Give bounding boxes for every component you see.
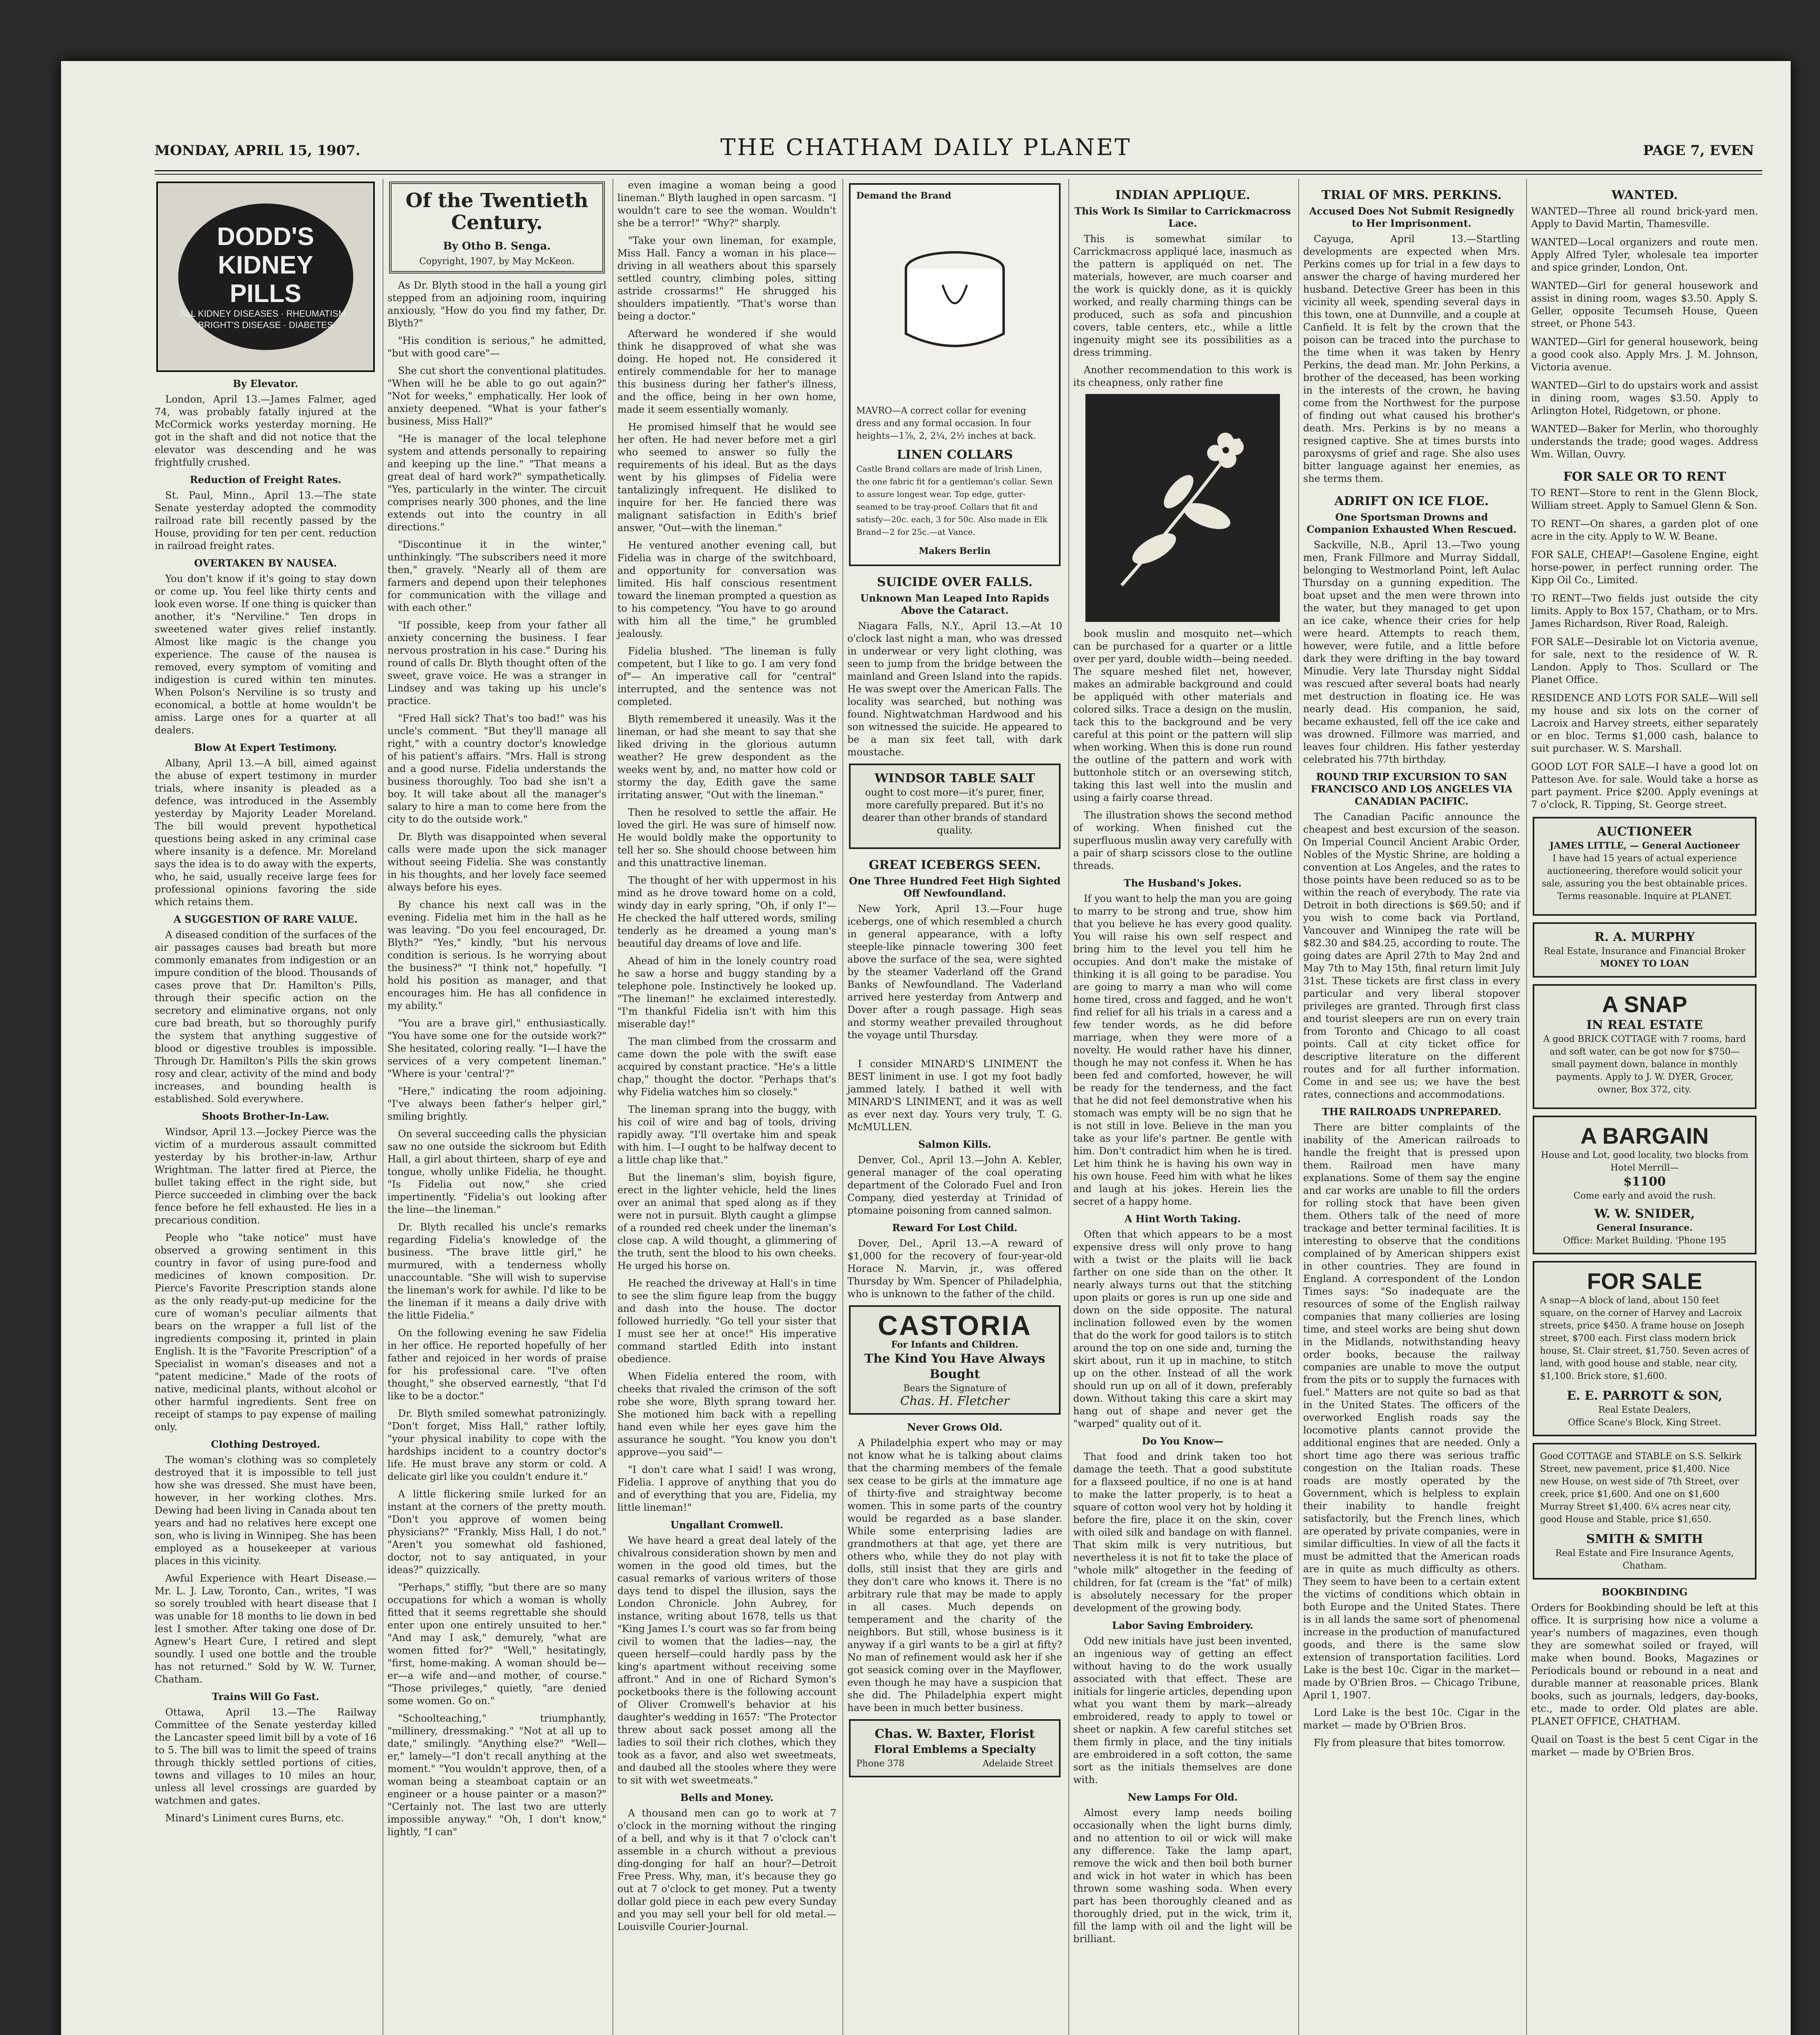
castoria-signature: Chas. H. Fletcher [900, 1394, 1010, 1408]
collar-mavro: MAVRO—A correct collar for evening dress and any formal occasion. In four heights—1⅞, 2, 2¼, 2½ inches at back. [856, 406, 1036, 441]
applique-illustration [1085, 394, 1280, 622]
collar-demand: Demand the Brand [856, 190, 952, 201]
article-title: BOOKBINDING [1601, 1586, 1688, 1598]
story-title-box [389, 182, 605, 274]
auctioneer-name: JAMES LITTLE, — General Auctioneer [1549, 840, 1740, 851]
article-body: A Philadelphia expert who may or may not know what he is talking about claims that the charming members of the female sex cease to be girls at the immature age of thirty-five and straightway become women. This in some parts of the country would be regarded as a base slander. While some enterprising ladies are grandmothers at that age, yet there are others who, while they do not play with dolls, still insist that they are girls and they don't care who knows it. There is no arbitrary rule that may be made to apply in all cases. Much depends on temperament and the charity of the neighbors. But still, whose business is it anyway if a girl wants to be a girl at fifty? No man of refinement would ask her if she got seasick coming over in the Mayflower, even though he may have a suspicion that she did. The Philadelphia expert might have been in much better business. [847, 1437, 1062, 1713]
story-paragraph: Dr. Blyth recalled his uncle's remarks regarding Fidelia's knowledge of the business. "The brave little girl," he murmured, with a tenderness wholly unaccountable. "She will wish to supervise the lineman's work for awhile. I'd like to be the lineman if it means a daily drive with the little Fidelia." [387, 1221, 606, 1321]
castoria-ad [849, 1305, 1061, 1415]
classified-ad: FOR SALE—Desirable lot on Victoria avenue, for sale, next to the residence of W. R. Landon. Apply to Thos. Scullard or The Planet Office. [1531, 636, 1758, 685]
article-body: Often that which appears to be a most expensive dress will only prove to hang with a twist or the plaits will lie back farther on one side than on the other. It nearly always turns out that the stitching upon plaits or gores is run up one side and down on the side opposite. The natural inclination followed even by the women that do the work for good tailors is to stitch around the top on one side and, turning the skirt about, run it up in machine, to stitch up on the other. Instead of all the work should run up on all of it down, preferably down. Without taking this care a skirt may hang out of shape and never get the "warped" quality out of it. [1073, 1229, 1292, 1429]
for-sale-title: FOR SALE [1587, 1268, 1702, 1294]
baxter-footer [856, 1757, 1053, 1770]
murphy-name: R. A. MURPHY [1594, 930, 1695, 944]
article-title: A Hint Worth Taking. [1124, 1213, 1241, 1225]
castoria-sig-label: Bears the Signature of [903, 1383, 1006, 1394]
column-7 [1526, 179, 1762, 2035]
article-body: Awful Experience with Heart Disease.—Mr. L. J. Law, Toronto, Can., writes, "I was so sorely troubled with heart disease that I was unable for 18 months to lie down in bed lest I smother. After taking one dose of Dr. Agnew's Heart Cure, I retired and slept soundly. I used one bottle and the trouble has not returned." Sold by W. W. Turner, Chatham. [155, 1573, 376, 1685]
column-5 [1068, 179, 1296, 2035]
article-title: OVERTAKEN BY NAUSEA. [194, 557, 337, 569]
article-subtitle: This Work Is Similar to Carrickmacross Lace. [1074, 205, 1291, 229]
article-body: The woman's clothing was so completely destroyed that it is impossible to tell just how she was dressed. She must have been, however, in her working clothes. Mrs. Dewing had been living in Canada about ten years and had no relatives here except one son, who is living in Winnipeg. She has been employed as a housekeeper at various places in this vicinity. [155, 1454, 376, 1567]
story-paragraph: He promised himself that he would see her often. He had never before met a girl who seemed to answer so fully the requirements of his ideal. But as the days went by his glimpses of Fidelia were tantalizingly infrequent. He disliked to inquire for her. He fancied there was malignant satisfaction in Edith's brief answer, "Out—with the lineman." [617, 421, 836, 534]
article-body: Dover, Del., April 13.—A reward of $1,000 for the recovery of four-year-old Horace N. Marvin, jr., was offered Thursday by Wm. Spencer of Philadelphia, who is unknown to the father of the child. [847, 1238, 1062, 1300]
article-title: SUICIDE OVER FALLS. [877, 575, 1033, 589]
salt-title: WINDSOR TABLE SALT [875, 771, 1035, 786]
story-paragraph: even imagine a woman being a good lineman." Blyth laughed in open sarcasm. "I wouldn't care to see the woman. Wouldn't she be a terror!" "Why?" sharply. [617, 179, 836, 229]
article-subtitle: Accused Does Not Submit Resignedly to Her Imprisonment. [1309, 205, 1514, 229]
masthead-rule [155, 170, 1762, 175]
article-title: Reduction of Freight Rates. [190, 474, 341, 486]
classified-ad: FOR SALE, CHEAP!—Gasolene Engine, eight horse-power, in perfect running order. The Kipp Oil Co., Limited. [1531, 549, 1758, 586]
smith-name: SMITH & SMITH [1586, 1532, 1703, 1546]
story-paragraph: Ahead of him in the lonely country road he saw a horse and buggy standing by a telephone pole. Instinctively he looked up. "The lineman!" he exclaimed interestedly. "I'm thankful Fidelia isn't with him this miserable day!" [617, 955, 836, 1030]
article-body: Niagara Falls, N.Y., April 13.—At 10 o'clock last night a man, who was dressed in underwear or very light clothing, was seen to jump from the bridge between the mainland and Green Island into the rapids. He was swept over the American Falls. The locality was searched, but nothing was found. Nightwatchman Hardwood and his son witnessed the suicide. He appeared to be a man six feet tall, with dark moustache. [847, 620, 1062, 758]
dodds-line3: PILLS [230, 280, 302, 308]
story-paragraph: He ventured another evening call, but Fidelia was in charge of the switchboard, and opportunity for conversation was limited. His half conscious resentment toward the lineman prompted a question as to his competency. "You have to go around with him all the time," he grumbled jealously. [617, 540, 836, 639]
classified-ad: TO RENT—Two fields just outside the city limits. Apply to Box 157, Chatham, or to Mrs. James Richardson, River Road, Raleigh. [1531, 593, 1758, 629]
collar-body: Castle Brand collars are made of Irish Linen, the one fabric fit for a gentleman's collar. Sewn to assure longest wear. Top edge, gutter-seamed to be tray-proof. Collars that fit and satisfy—20c. each, 3 for 50c. Also made in Elk Brand—2 for 25c.—at Vance. [856, 464, 1053, 537]
classified-ad: WANTED—Baker for Merlin, who thoroughly understands the trade; good wages. Address Wm. Willan, Ouvry. [1531, 423, 1758, 460]
column-6 [1298, 179, 1524, 2035]
article-title: By Elevator. [233, 378, 298, 389]
collar-ad [849, 183, 1061, 566]
story-paragraph: "If possible, keep from your father all anxiety concerning the business. I fear nervous prostration in his case." During his round of calls Dr. Blyth thought often of the sweet, grave voice. He was a stranger in Lindsey and was taking up his uncle's practice. [387, 619, 606, 707]
auctioneer-body: I have had 15 years of actual experience auctioneering, therefore would solicit your sale, assuring you the best obtainable prices. Terms reasonable. Inquire at PLANET. [1542, 853, 1748, 902]
article-title: Salmon Kills. [918, 1138, 991, 1150]
article-title: Labor Saving Embroidery. [1112, 1619, 1253, 1631]
article-subtitle: One Sportsman Drowns and Companion Exhausted When Rescued. [1306, 511, 1517, 535]
column-4 [842, 179, 1066, 2035]
story-paragraph: "You are a brave girl," enthusiastically. "You have some one for the outside work?" She hesitated, coloring really. "I—I have the services of a very competent lineman." "Where is your 'central'?" [387, 1017, 606, 1079]
salt-body: ought to cost more—it's purer, finer, more carefully prepared. But it's no dearer than other brands of standard quality. [862, 787, 1048, 836]
snider-sub: General Insurance. [1596, 1223, 1693, 1233]
article-title: THE RAILROADS UNPREPARED. [1322, 1106, 1501, 1118]
dodds-ring-text: ALL KIDNEY DISEASES · RHEUMATISM · BRIGHT'S DISEASE · DIABETES [179, 309, 352, 330]
classified-ad: TO RENT—Store to rent in the Glenn Block, William street. Apply to Samuel Glenn & Son. [1531, 487, 1758, 511]
story-paragraph: "Fred Hall sick? That's too bad!" was his uncle's comment. "But they'll manage all right," with a country doctor's knowledge of his patient's affairs. "Mrs. Hall is strong and a good nurse. Fidelia understands the business thoroughly. Too bad she isn't a boy. It will take about all the manager's salary to hire a man to come here from the city to do the outside work." [387, 713, 606, 825]
article-body: You don't know if it's going to stay down or come up. You feel like thirty cents and look even worse. If one thing is quicker than another, it's "Nerviline." Ten drops in sweetened water gives relief instantly. Almost like magic is the change you experience. The cause of the nausea is removed, every symptom of vomiting and indigestion is cured within ten minutes. When Polson's Nerviline is so trusty and economical, a bottle at home wouldn't be amiss. Large ones for a quarter at all dealers. [155, 573, 376, 736]
article-body: Cayuga, April 13.—Startling developments are expected when Mrs. Perkins comes up for trial in a few days to answer the charge of having murdered her husband. Detective Greer has been in this vicinity all week, spending several days in this town, one at Dunnville, and a couple at Canfield. It is felt by the crown that the poison can be traced into the purchase to the time when it was taken by Henry Perkins, the dead man. Mr. John Perkins, a brother of the deceased, has been working in the interests of the crown, he having come from the Northwest for the purpose of finding out what caused his brother's death. Mrs. Perkins is by no means a resigned captive. She at times bursts into paroxysms of grief and rage. She also uses bitter language against her enemies, as she terms them. [1303, 233, 1520, 484]
story-paragraph: Fidelia blushed. "The lineman is fully competent, but I like to go. I am very fond of"— An imperative call for "central" interrupted, and the sentence was not completed. [617, 646, 836, 707]
article-body: Another recommendation to this work is its cheapness, only rather fine [1073, 364, 1292, 388]
collar-icon [894, 240, 1016, 362]
for-sale-body: A snap—A block of land, about 150 feet square, on the corner of Harvey and Lacroix streets, price $450. A frame house on Joseph street, $700 each. First class modern brick house, St. Clair street, $1,750. Seven acres of land, with good house and stable, near city, $1,100. Brick store, $1,600. [1540, 1295, 1749, 1381]
parrott-sub: Real Estate Dealers, [1598, 1405, 1691, 1415]
parrott-name: E. E. PARROTT & SON, [1566, 1389, 1723, 1403]
story-title-b: Century. [451, 211, 543, 234]
classified-ad: WANTED—Girl to do upstairs work and assist in dining room, wages $3.50. Apply to Arlington Hotel, Ridgetown, or phone. [1531, 380, 1758, 416]
story-paragraph: "Discontinue it in the winter," unthinkingly. "The subscribers need it more then," gravely. "Nearly all of them are farmers and depend upon their telephones for communication with the village and with each other." [387, 539, 606, 613]
castoria-sub: For Infants and Children. [891, 1339, 1019, 1350]
baxter-name: Chas. W. Baxter, Florist [875, 1727, 1035, 1741]
article-title: A SUGGESTION OF RARE VALUE. [173, 913, 358, 925]
article-body: This is somewhat similar to Carrickmacross appliqué lace, inasmuch as the pattern is appliquéd on net. The materials, however, are much coarser and the work is quickly done, as it is quickly worked, and really charming things can be produced, such as sofa and pincushion covers, table centers, etc., while a little ingenuity might see its possibilities as a dress trimming. [1073, 233, 1292, 358]
article-body: Orders for Bookbinding should be left at this office. It is surprising how nice a volume a year's numbers of magazines, even though they are somewhat soiled or frayed, will make when bound. Books, Magazines or Periodicals bound or rebound in a neat and durable manner at reasonable prices. Blank books, such as journals, ledgers, day-books, etc., made to order. Old plates are able. PLANET OFFICE, CHATHAM. [1531, 1602, 1758, 1727]
story-paragraph: The man climbed from the crossarm and came down the pole with the swift ease acquired by constant practice. "He's a little chap," thought the doctor. "Perhaps that's why Fidelia watches him so closely." [617, 1036, 836, 1098]
story-paragraph: Dr. Blyth was disappointed when several calls were made upon the sick manager without seeing Fidelia. She was constantly in his thoughts, and her lovely face seemed always before his eyes. [387, 831, 606, 893]
article-body: A diseased condition of the surfaces of the air passages causes bad breath but more commonly emanates from indigestion or an impure condition of the blood. Thousands of cases prove that Dr. Hamilton's Pills, through their specific action on the secretory and eliminative organs, not only cure bad breath, but so thoroughly purify the system that anything suggestive of blood or digestive troubles is impossible. Through Dr. Hamilton's Pills the skin grows rosy and clear, activity of the mind and body increases, and bounding health is established. Sold everywhere. [155, 929, 376, 1105]
article-body: Almost every lamp needs boiling occasionally when the light burns dimly, and no attention to oil or wick will make any difference. Take the lamp apart, remove the wick and then boil both burner and wick in hot water in which has been thrown some washing soda. When every part has been thoroughly cleaned and as thoroughly dried, put in the wick, trim it, fill the lamp with oil and the light will be brilliant. [1073, 1807, 1292, 1945]
story-paragraph: Dr. Blyth smiled somewhat patronizingly. "Don't forget, Miss Hall," rather loftily, "your physical inability to cope with the hardships incident to a country doctor's life. He must brave any storm or cold. A delicate girl like you couldn't endure it." [387, 1408, 606, 1482]
article-title: ADRIFT ON ICE FLOE. [1334, 494, 1489, 508]
article-body: People who "take notice" must have observed a growing sentiment in this country in favor of using pure-food and medicines of known composition. Dr. Pierce's Favorite Prescription stands alone as the only ready-put-up medicine for the cure of woman's peculiar ailments that bears on the wrapper a full list of the ingredients composing it, printed in plain English. It is the "Favorite Prescription" of a Specialist in woman's diseases and not a "patent medicine." Made of the roots of native, medicinal plants, without alcohol or other harmful ingredients. Sent free on receipt of stamps to pay expense of mailing only. [155, 1232, 376, 1433]
classified-ad: TO RENT—On shares, a garden plot of one acre in the city. Apply to W. W. Beane. [1531, 518, 1758, 542]
article-title: ROUND TRIP EXCURSION TO SAN FRANCISCO AND LOS ANGELES VIA CANADIAN PACIFIC. [1310, 771, 1513, 807]
dodds-kidney-pills-ad [156, 182, 375, 372]
article-title: New Lamps For Old. [1127, 1791, 1238, 1803]
castoria-kind: The Kind You Have Always Bought [864, 1352, 1046, 1381]
article-body: New York, April 13.—Four huge icebergs, one of which resembled a church in general appearance, with a lofty steeple-like pinnacle towering 300 feet above the surface of the sea, were sighted by the steamer Vaderland off the Grand Banks of Newfoundland. The Vaderland arrived here yesterday from Antwerp and Dover after a rough passage. High seas and stormy weather prevailed throughout the voyage until Thursday. [847, 903, 1062, 1041]
article-subtitle: One Three Hundred Feet High Sighted Off Newfoundland. [849, 875, 1061, 899]
article-body: Denver, Col., April 13.—John A. Kebler, general manager of the coal operating department of the Colorado Fuel and Iron Company, died yesterday at Trinidad of ptomaine poisoning from canned salmon. [847, 1154, 1062, 1216]
article-subtitle: Unknown Man Leaped Into Rapids Above the Cataract. [860, 592, 1050, 616]
story-paragraph: "Here," indicating the room adjoining. "I've always been father's helper girl," smiling brightly. [387, 1085, 606, 1122]
story-paragraph: "Take your own lineman, for example, Miss Hall. Fancy a woman in his place—driving in all weathers about this sparsely settled country, climbing poles, sitting astride crossarms!" He shrugged his shoulders impatiently. "That's worse than being a doctor." [617, 235, 836, 322]
article-body: If you want to help the man you are going to marry to be strong and true, show him that you believe he has every good quality. You will raise his own self respect and bring him to the level you tell him he occupies. And don't make the mistake of thinking it is all going to be paradise. You are going to marry a man who will come home tired, cross and fagged, and he won't find relief for all his trials in a caress and a few tender words, as he did before marriage, when they were more of a novelty. He would rather have his dinner, though he may not confess it. When he has been fed and comforted, however, he will be ready for the tenderness, and the fact that he did not feel demonstrative when his stomach was empty will be no sign that he is not still in love. Believe in the man you take as your life's partner. Be gentle with him. Don't contradict him when he is tired. Let him think he is having his own way in his own house. Feed him with what he likes and laugh at his jokes. Herein lies the secret of a happy home. [1073, 893, 1292, 1207]
article-body: Sackville, N.B., April 13.—Two young men, Frank Fillmore and Murray Siddall, belonging to Westmorland Point, left Aulac Thursday on a gunning expedition. The boat upset and the men were thrown into the water, but they managed to get upon an ice cake, whence their cries for help were heard. Attempts to reach them, however, were futile, and a little before dark they were drifting in the bay toward Minudie. Very late Thursday night Siddal was rescued after several boats had nearly met destruction in floating ice. He was nearly dead. His companion, he said, became exhausted, fell off the ice cake and was drowned. Fillmore was married, and leaves four children. His father yesterday celebrated his 77th birthday. [1303, 539, 1520, 765]
article-title: The Husband's Jokes. [1124, 877, 1242, 889]
story-paragraph: Afterward he wondered if she would think he disapproved of what she was doing. He hoped not. He considered it entirely commendable for her to manage this business during her father's illness, and the office, being in her own home, made it seem essentially womanly. [617, 328, 836, 415]
bargain-body: House and Lot, good locality, two blocks from Hotel Merrill— [1541, 1150, 1748, 1173]
article-title: TRIAL OF MRS. PERKINS. [1321, 188, 1502, 202]
baxter-sub: Floral Emblems a Specialty [874, 1744, 1036, 1756]
article-body: Odd new initials have just been invented, an ingenious way of getting an effect without having to do the work usually associated with that effect. These are initials for lingerie articles, depending upon what you want them by mark—already embroidered, ready to apply to towel or sheet or napkin. A few careful stitches set them firmly in place, and the tiny initials are embroidered in a soft cotton, the same sort as the initials themselves are done with. [1073, 1635, 1292, 1786]
article-body: book muslin and mosquito net—which can be purchased for a quarter or a little over per yard, double width—being needed. The square meshed filet net, however, makes an admirable background and could be appliquéd with other materials and colored silks. Trace a design on the muslin, tack this to the background and be very careful at this point or the pattern will slip when working. When this is done run round the outline of the pattern and work with buttonhole stitch or an oversewing stitch, taking this last well into the muslin and using a fairly coarse thread. [1073, 628, 1292, 803]
article-title: Blow At Expert Testimony. [194, 742, 337, 753]
article-title: Never Grows Old. [907, 1421, 1003, 1433]
pill-box-graphic [178, 204, 353, 350]
column-1 [151, 179, 381, 2035]
collar-illustration [858, 204, 1052, 399]
newspaper-page [61, 61, 1791, 2035]
article-title: Reward For Lost Child. [892, 1222, 1017, 1234]
bargain-ad [1533, 1116, 1757, 1254]
column-3 [612, 179, 840, 2035]
article-body: Fly from pleasure that bites tomorrow. [1314, 1737, 1505, 1748]
article-title: GREAT ICEBERGS SEEN. [868, 858, 1041, 872]
murphy-money: MONEY TO LOAN [1600, 958, 1689, 969]
minard-testimonial: I consider MINARD'S LINIMENT the BEST liniment in use. I got my foot badly jammed lately. I bathed it well with MINARD'S LINIMENT, and it was as well as ever next day. Yours very truly, T. G. McMULLEN. [847, 1058, 1062, 1133]
castoria-title: CASTORIA [878, 1310, 1032, 1341]
column-2 [383, 179, 610, 2035]
flower-icon [1105, 414, 1260, 602]
story-paragraph: On several succeeding calls the physician saw no one outside the sickroom but Edith Hall, a girl about thirteen, sharp of eye and tongue, wholly unlike Fidelia, he thought. "Is Fidelia out now," she cried impertinently. "Fidelia's out looking after the line—the lineman." [387, 1128, 606, 1215]
paper-title: THE CHATHAM DAILY PLANET [720, 134, 1132, 161]
article-body: Albany, April 13.—A bill, aimed against the abuse of expert testimony in murder trials, where insanity is pleaded as a defence, was introduced in the Assembly yesterday by Majority Leader Moreland. The bill would prevent hypothetical questions being asked in any criminal case where insanity is a defence. Mr. Moreland says the idea is to do away with the experts, who, he said, usually receive large fees for professional opinions favoring the side which retains them. [155, 757, 376, 908]
article-body: We have heard a great deal lately of the chivalrous consideration shown by men and women in the good old times, but the casual remarks of various writers of those days tend to dispel the illusion, says the London Chronicle. John Aubrey, for instance, writing about 1678, tells us that "King James I.'s court was so far from being civil to women that the ladies—nay, the queen herself—could hardly pass by the king's apartment without receiving some affront." And in one of Richard Symon's pocketbooks there is the following account of Oliver Cromwell's behavior at his daughter's wedding in 1657: "The Protector threw about sack posset among all the ladies to soil their rich clothes, which they took as a favor, and also wet sweetmeats, and daubed all the stooles where they were to sit with wet sweetmeats." [617, 1535, 836, 1786]
baxter-phone: Phone 378 [856, 1759, 905, 1769]
murphy-ad [1533, 922, 1757, 978]
article-body: Minard's Liniment cures Burns, etc. [165, 1812, 344, 1824]
article-title: INDIAN APPLIQUE. [1115, 188, 1250, 202]
baxter-street: Adelaide Street [982, 1759, 1053, 1769]
snider-name: W. W. SNIDER, [1594, 1207, 1695, 1221]
dodds-line1: DODD'S [217, 223, 314, 251]
classified-ad: RESIDENCE AND LOTS FOR SALE—Will sell my house and six lots on the corner of Lacroix and Harvey streets, either separately or en bloc. Terms $1,000 cash, balance to suit purchaser. W. S. Marshall. [1531, 692, 1758, 754]
article-body: Ottawa, April 13.—The Railway Committee of the Senate yesterday killed the Lancaster speed limit bill by a vote of 16 to 5. The bill was to limit the speed of trains through thickly settled portions of cities, towns and villages to 10 miles an hour, unless all level crossings are guarded by watchmen and gates. [155, 1707, 376, 1806]
page-number: PAGE 7, EVEN [1643, 142, 1754, 159]
story-title-a: Of the Twentieth [405, 189, 588, 212]
story-paragraph: "Perhaps," stiffly, "but there are so many occupations for which a woman is wholly fitted that it seems regrettable she should enter upon one entirely unsuited to her." "And may I ask," demurely, "what are women fitted for?" "Well," hesitatingly, "first, home-making. A woman should be—er—a wife and—and mother, of course." "Those privileges," quietly, "are denied some women. Go on." [387, 1582, 606, 1707]
masthead [61, 134, 1791, 171]
story-copyright: Copyright, 1907, by May McKeon. [419, 256, 575, 267]
classified-ad: WANTED—Local organizers and route men. Apply Alfred Tyler, wholesale tea importer and spice grinder, London, Ont. [1531, 236, 1758, 273]
story-paragraph: On the following evening he saw Fidelia in her office. He reported hopefully of her father and rejoiced in her words of praise for his professional care. "I've often thought," she observed earnestly, "that I'd like to be a doctor." [387, 1327, 606, 1402]
story-paragraph: A little flickering smile lurked for an instant at the corners of the pretty mouth. "Don't you approve of women being physicians?" "Frankly, Miss Hall, I do not." "Aren't you somewhat old fashioned, doctor, not to say antiquated, in your ideas?" quizzically. [387, 1488, 606, 1575]
snap-title: A SNAP [1602, 991, 1687, 1017]
article-body: Windsor, April 13.—Jockey Pierce was the victim of a murderous assault committed yesterday by his brother-in-law, Arthur Wrightman. The latter fired at Pierce, the bullet taking effect in the right side, but Pierce succeeded in climbing over the back fence before he fell exhausted. He lies in a precarious condition. [155, 1126, 376, 1226]
story-paragraph: Then he resolved to settle the affair. He loved the girl. He was sure of himself now. He would boldly make the opportunity to tell her so. She should choose between him and this unattractive lineman. [617, 807, 836, 869]
auctioneer-title: AUCTIONEER [1597, 825, 1692, 839]
classified-ad: WANTED—Girl for general housework, being a good cook also. Apply Mrs. J. M. Johnson, Victoria avenue. [1531, 336, 1758, 373]
article-body: There are bitter complaints of the inability of the American railroads to handle the freight that is pressed upon them. Railroad men have many explanations. Some of them say the engine and car works are unable to fill the orders for rolling stock that have been given them. Others talk of the need of more trackage and better terminal facilities. It is interesting to observe that the conditions complained of by American shippers exist in other countries. They are found in England. A correspondent of the London Times says: "So inadequate are the resources of some of the English railway companies that many collieries are losing time, and steel works are being shut down in the Midlands, notwithstanding heavy order books, because the railway companies are unable to move the output from the pits or to supply the furnaces with fuel." Matters are not quite so bad as that in the United States. The officers of the overworked English roads say the locomotive plants cannot provide the additional engines that are needed. Only a short time ago there was serious traffic congestion on the Italian roads. These roads are mostly operated by the Government, which is helpless to explain their inability to handle freight satisfactorily, but the French lines, which are operated by private companies, were in similar difficulties. In view of all the facts it must be admitted that the American roads are in quite as much difficulty as others. They seem to have been to a certain extent the victims of conditions which obtain in both Europe and the United States. There is in all lands the same sort of phenomenal increase in the production of manufactured goods, and there is the same slow extension of transportation facilities. Lord Lake is the best 10c. Cigar in the market—made by O'Brien Bros. — Chicago Tribune, April 1, 1907. [1303, 1122, 1520, 1701]
article-title: Clothing Destroyed. [211, 1438, 320, 1450]
story-paragraph: He reached the driveway at Hall's in time to see the slim figure leap from the buggy and dash into the house. The doctor followed hurriedly. "Go tell your sister that I must see her at once!" His imperative command startled Edith into instant obedience. [617, 1278, 836, 1365]
salt-ad [849, 764, 1061, 849]
article-title: Ungallant Cromwell. [670, 1519, 783, 1531]
classified-ad: WANTED—Girl for general housework and assist in dining room, wages $3.50. Apply S. Geller, opposite Tecumseh House, Queen street, or Phone 543. [1531, 280, 1758, 329]
smith-body: Good COTTAGE and STABLE on S.S. Selkirk Street, new pavement, price $1,400. Nice new House, on west side of 7th Street, over creek, price $1,600. And one on $1,600 Murray Street $1,400. 6¼ acres near city, good House and Stable, price $1,650. [1540, 1451, 1741, 1525]
article-body: St. Paul, Minn., April 13.—The state Senate yesterday adopted the commodity railroad rate bill recently passed by the House, providing for ten per cent. reduction in railroad freight rates. [155, 490, 376, 551]
dodds-line2: KIDNEY [218, 251, 313, 279]
story-paragraph: The lineman sprang into the buggy, with his coil of wire and bag of tools, driving rapidly away. "I'll overtake him and speak with him. I—I ought to be halfway decent to a little chap like that." [617, 1104, 836, 1166]
story-paragraph: "Schoolteaching," triumphantly, "millinery, dressmaking." "Not at all up to date," smilingly. "Anything else?" "Well—er," lamely—"I don't recall anything at the moment." "You wouldn't approve, then, of a woman being a steamboat captain or an engineer or a house painter or a mason?" "Certainly not. The last two are utterly impossible anyway." "Oh, I don't know," lightly, "I can" [387, 1713, 606, 1838]
story-paragraph: "His condition is serious," he admitted, "but with good care"— [387, 335, 606, 359]
parrott-office: Office Scane's Block, King Street. [1568, 1418, 1722, 1428]
smith-ad [1533, 1443, 1757, 1580]
classified-ad: GOOD LOT FOR SALE—I have a good lot on Patteson Ave. for sale. Would take a horse as part payment. Price $200. Apply evenings at 7 o'clock, R. Tipping, St. George street. [1531, 761, 1758, 810]
smith-sub: Real Estate and Fire Insurance Agents, Chatham. [1555, 1548, 1734, 1571]
classified-heading: FOR SALE OR TO RENT [1563, 470, 1726, 484]
bargain-note: Come early and avoid the rush. [1573, 1191, 1716, 1201]
article-body: London, April 13.—James Falmer, aged 74, was probably fatally injured at the McCormick works yesterday morning. He got in the shaft and did not notice that the elevator was descending and he was frightfully crushed. [155, 394, 376, 468]
bargain-title: A BARGAIN [1580, 1123, 1709, 1149]
classified-ad: WANTED—Three all round brick-yard men. Apply to David Martin, Thamesville. [1531, 206, 1758, 230]
article-body: The Canadian Pacific announce the cheapest and best excursion of the season. On Imperial Council Ancient Arabic Order, Nobles of the Mystic Shrine, are holding a convention at Los Angeles, and the rates to those points have been reduced so as to be within the reach of everybody. The rate via Detroit in both directions is $69.50; and if you wish to come back via Portland, Vancouver and Winnipeg the rate will be $82.30 and $84.25, according to route. The going dates are April 27th to May 2nd and May 7th to May 15th, final return limit July 31st. These tickets are first class in every particular and very liberal stopover privileges are granted. Through first class and tourist sleepers are run on every train from Toronto and Chicago to all coast points. Call at city ticket office for descriptive literature on the different routes and for all further information. Come in and see us; we have the best rates, connections and accommodations. [1303, 811, 1520, 1100]
article-body: A thousand men can go to work at 7 o'clock in the morning without the ringing of a bell, and why is it that 7 o'clock can't assemble in a church without a previous ding-donging for half an hour?—Detroit Free Press. Why, man, it's because they go out at 7 o'clock to get money. Put a twenty dollar gold piece in each pew every Sunday and you may sell your bell for old metal.—Louisville Courier-Journal. [617, 1807, 836, 1932]
snap-ad [1533, 984, 1757, 1109]
story-byline: By Otho B. Senga. [443, 240, 551, 252]
collar-linen: LINEN COLLARS [897, 448, 1013, 462]
snap-body: A good BRICK COTTAGE with 7 rooms, hard and soft water, can be got now for $750—small payment down, balance in monthly payments. Apply to J. W. DYER, Grocer, owner, Box 372, city. [1543, 1034, 1746, 1095]
story-paragraph: "I don't care what I said! I was wrong, Fidelia. I approve of anything that you do and of everything that you are, Fidelia, my little lineman!" [617, 1464, 836, 1513]
story-paragraph: As Dr. Blyth stood in the hall a young girl stepped from an adjoining room, inquiring anxiously, "How do you find my father, Dr. Blyth?" [387, 280, 606, 329]
article-title: Shoots Brother-In-Law. [202, 1110, 329, 1122]
collar-makers: Makers Berlin [919, 546, 991, 556]
article-body: Lord Lake is the best 10c. Cigar in the market — made by O'Brien Bros. [1303, 1707, 1520, 1731]
story-paragraph: "He is manager of the local telephone system and attends personally to repairing and keeping up the line." "That means a great deal of hard work?" sympathetically. "Yes, particularly in the winter. The circuit comprises nearly 300 phones, and the line extends out into the country in all directions." [387, 433, 606, 533]
story-paragraph: But the lineman's slim, boyish figure, erect in the lighter vehicle, held the lines over an animal that sped along as if they were not in pursuit. Blyth caught a glimpse of a rounded red cheek under the lineman's close cap. A wild thought, a glimmering of the truth, sent the blood to his own cheeks. He urged his horse on. [617, 1172, 836, 1271]
auctioneer-ad [1533, 817, 1757, 916]
murphy-body: Real Estate, Insurance and Financial Broker [1544, 946, 1746, 956]
article-title: Bells and Money. [680, 1792, 774, 1803]
article-title: Do You Know— [1142, 1435, 1224, 1447]
article-body: The illustration shows the second method of working. When finished cut the superfluous muslin away very carefully with a pair of sharp scissors close to the outline threads. [1073, 810, 1292, 871]
baxter-ad [849, 1719, 1061, 1777]
article-body: Quail on Toast is the best 5 cent Cigar in the market — made by O'Brien Bros. [1531, 1734, 1758, 1758]
story-paragraph: By chance his next call was in the evening. Fidelia met him in the hall as he was leaving. "Do you feel encouraged, Dr. Blyth?" "Yes," kindly, "but his nervous condition is serious. Is he worrying about the business?" "I think not," hopefully. "I hold his position as manager, and that encourages him. He has all confidence in my ability." [387, 899, 606, 1011]
story-paragraph: She cut short the conventional platitudes. "When will he be able to go out again?" "Not for weeks," emphatically. Her look of anxiety deepened. "What is your father's business, Miss Hall?" [387, 365, 606, 427]
snider-office: Office: Market Building. 'Phone 195 [1563, 1236, 1726, 1246]
classified-heading: WANTED. [1611, 188, 1678, 202]
article-title: Trains Will Go Fast. [212, 1691, 319, 1702]
for-sale-ad [1533, 1261, 1757, 1436]
article-body: That food and drink taken too hot damage the teeth. That a good substitute for a flaxseed poultice, if no one is at hand to make the latter properly, is to heat a square of cotton wool very hot by holding it before the fire, place it on the skin, cover with oiled silk and bandage on with flannel. That skim milk is very nutritious, but nevertheless it is not fit to take the place of "whole milk" altogether in the feeding of children, for fat (cream is the "fat" of milk) is absolutely necessary for the proper development of the growing body. [1073, 1451, 1292, 1614]
story-paragraph: Blyth remembered it uneasily. Was it the lineman, or had she meant to say that she liked driving in the glorious autumn weather? He grew despondent as the weeks went by, and, no matter how cold or stormy the day, Edith gave the same irritating answer, "Out with the lineman." [617, 713, 836, 801]
story-paragraph: When Fidelia entered the room, with cheeks that rivaled the crimson of the soft robe she wore, Blyth sprang toward her. She motioned him back with a repelling hand even while her eyes gave him the assurance he sought. "You know you don't approve—you said"— [617, 1371, 836, 1458]
snap-sub: IN REAL ESTATE [1586, 1018, 1703, 1032]
bargain-price: $1100 [1623, 1175, 1666, 1189]
issue-date: MONDAY, APRIL 15, 1907. [155, 142, 361, 159]
story-paragraph: The thought of her with uppermost in his mind as he drove toward home on a cold, windy day in early spring, "Oh, if only I"— He checked the half uttered words, smiling tenderly as he dreamed a young man's beautiful day dreams of love and life. [617, 875, 836, 949]
